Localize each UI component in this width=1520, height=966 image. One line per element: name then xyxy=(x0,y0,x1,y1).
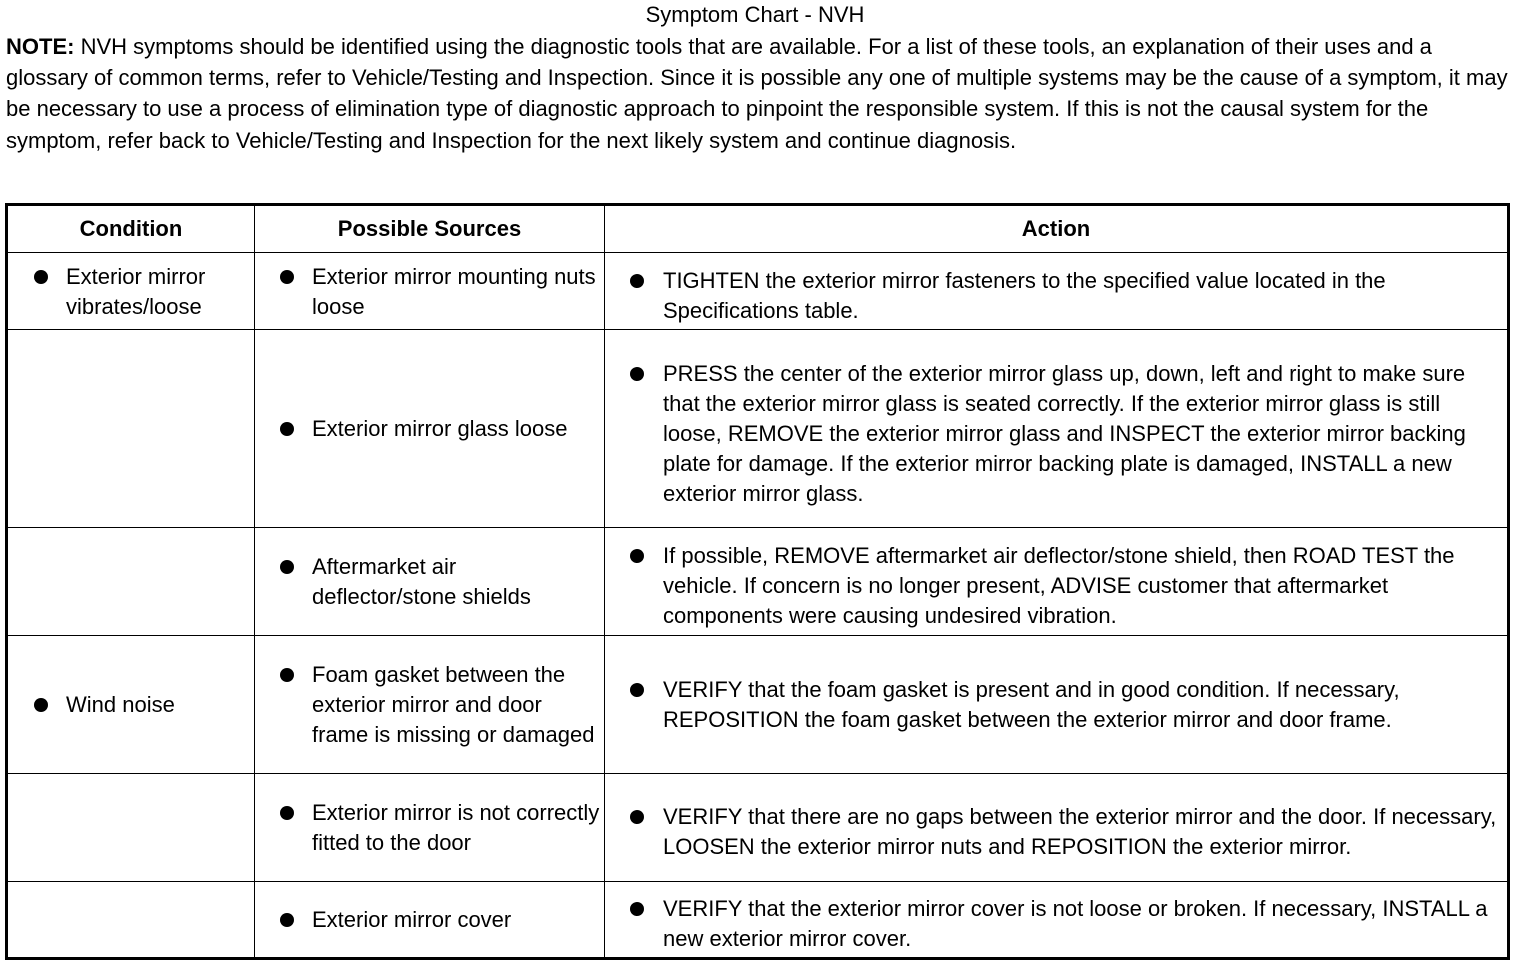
condition-cell xyxy=(7,253,255,330)
table-row xyxy=(7,774,1509,882)
bullet-icon xyxy=(34,270,48,284)
table-row xyxy=(7,330,1509,528)
table-row xyxy=(7,528,1509,636)
bullet-icon xyxy=(630,274,644,288)
table-row xyxy=(7,253,1509,330)
condition-cell xyxy=(7,330,255,528)
bullet-icon xyxy=(630,549,644,563)
source-cell xyxy=(255,636,605,774)
action-cell xyxy=(605,636,1509,774)
source-text: Exterior mirror glass loose xyxy=(312,415,568,441)
source-text: Exterior mirror cover xyxy=(312,906,512,932)
bullet-icon xyxy=(280,422,294,436)
action-cell xyxy=(605,882,1509,959)
action-text: If possible, REMOVE aftermarket air deflector/stone shield, then ROAD TEST the vehicle. If concern is no longer present, ADVISE customer that aftermarket components were causing undesired vibration. xyxy=(663,542,1455,628)
action-text: PRESS the center of the exterior mirror glass up, down, left and right to make sure that the exterior mirror glass is seated correctly. If the exterior mirror glass is still loose, REMOVE the exterior mirror glass and INSPECT the exterior mirror backing plate for damage. If the exterior mirror backing plate is damaged, INSTALL a new exterior mirror glass. xyxy=(663,360,1466,506)
source-text: Foam gasket between the exterior mirror and door frame is missing or damaged xyxy=(312,661,595,747)
note-text: NVH symptoms should be identified using the diagnostic tools that are available. For a list of these tools, an explanation of their uses and a glossary of common terms, refer to Vehicle/Testing and Inspection. Since it is possible any one of multiple systems may be the cause of a symptom, it may be necessary to use a process of elimination type of diagnostic approach to pinpoint the responsible system. If this is not the causal system for the symptom, refer back to Vehicle/Testing and Inspection for the next likely system and continue diagnosis. xyxy=(6,34,1508,153)
source-text: Exterior mirror mounting nuts loose xyxy=(312,264,596,319)
header-condition: Condition xyxy=(7,205,255,253)
bullet-icon xyxy=(280,913,294,927)
condition-text: Exterior mirror vibrates/loose xyxy=(66,264,206,319)
action-cell xyxy=(605,253,1509,330)
condition-cell xyxy=(7,882,255,959)
bullet-icon xyxy=(630,683,644,697)
condition-cell xyxy=(7,774,255,882)
note-paragraph xyxy=(6,31,1508,156)
bullet-icon xyxy=(34,698,48,712)
header-possible-sources: Possible Sources xyxy=(255,205,605,253)
bullet-icon xyxy=(280,668,294,682)
source-cell xyxy=(255,774,605,882)
symptom-chart-table xyxy=(5,203,1510,960)
condition-cell xyxy=(7,528,255,636)
source-cell xyxy=(255,253,605,330)
action-text: VERIFY that the foam gasket is present and in good condition. If necessary, REPOSITION the foam gasket between the exterior mirror and door frame. xyxy=(663,676,1400,732)
bullet-icon xyxy=(280,806,294,820)
bullet-icon xyxy=(280,560,294,574)
bullet-icon xyxy=(280,270,294,284)
action-text: VERIFY that the exterior mirror cover is not loose or broken. If necessary, INSTALL a new exterior mirror cover. xyxy=(663,895,1488,951)
document-title: Symptom Chart - NVH xyxy=(645,2,865,27)
action-text: TIGHTEN the exterior mirror fasteners to the specified value located in the Specifications table. xyxy=(663,267,1386,323)
source-cell xyxy=(255,528,605,636)
bullet-icon xyxy=(630,902,644,916)
source-text: Exterior mirror is not correctly fitted to the door xyxy=(312,799,600,855)
note-label: NOTE: xyxy=(6,34,75,59)
header-action: Action xyxy=(605,205,1509,253)
source-cell xyxy=(255,882,605,959)
condition-text: Wind noise xyxy=(66,691,175,717)
table-row xyxy=(7,636,1509,774)
action-cell xyxy=(605,330,1509,528)
source-cell xyxy=(255,330,605,528)
table-row xyxy=(7,882,1509,959)
bullet-icon xyxy=(630,367,644,381)
condition-cell xyxy=(7,636,255,774)
action-cell xyxy=(605,528,1509,636)
source-text: Aftermarket air deflector/stone shields xyxy=(312,553,531,609)
action-cell xyxy=(605,774,1509,882)
bullet-icon xyxy=(630,810,644,824)
table-header-row xyxy=(7,205,1509,253)
action-text: VERIFY that there are no gaps between the exterior mirror and the door. If necessary, LOOSEN the exterior mirror nuts and REPOSITION the exterior mirror. xyxy=(663,803,1497,859)
